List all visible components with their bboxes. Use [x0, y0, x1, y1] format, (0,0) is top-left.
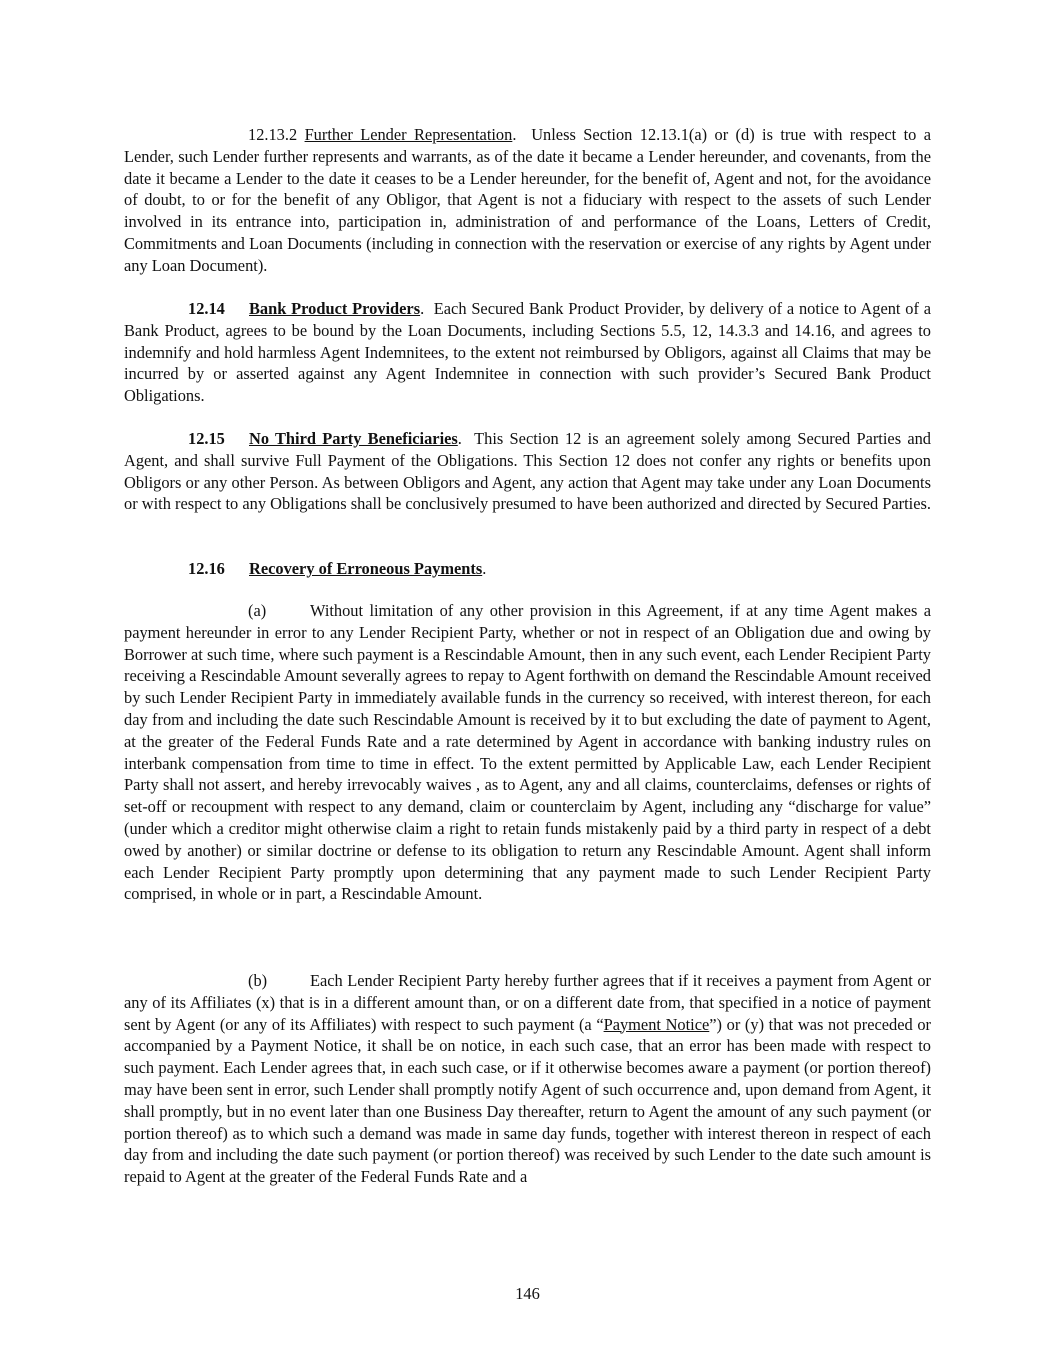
section-number: 12.15 [188, 429, 225, 448]
defined-term: Payment Notice [603, 1014, 710, 1034]
section-12-14: 12.14 Bank Product Providers. Each Secured Bank Product Provider, by delivery of a notice to Agent of a Bank Product, agrees to be bound by the Loan Documents, including Sections 5.5, 12, 14.3.3 and 14.16, and agrees to indemnify and hold harmless Agent Indemnitees, to the extent not reimbursed by Obligors, against all Claims that may be incurred by or asserted against any Agent Indemnitee in connection with such provider’s Secured Bank Product Obligations. [124, 299, 931, 406]
section-number: 12.16 [188, 559, 225, 578]
subsection-marker: (b) [248, 971, 268, 990]
section-number: 12.14 [188, 299, 225, 318]
page-number: 146 [515, 1284, 540, 1303]
section-12-16: 12.16 Recovery of Erroneous Payments. [188, 559, 487, 578]
section-number: 12.13.2 [248, 125, 298, 144]
subsection-a [124, 600, 931, 905]
subsection-body: Without limitation of any other provision in this Agreement, if at any time Agent makes a payment hereunder in error to any Lender Recipient Party, whether or not in respect of an Obligation due and owing by Borrower at such time, where such payment is a Rescindable Amount, then in any such event, each Lender Recipient Party receiving a Rescindable Amount severally agrees to repay to Agent forthwith on demand the Rescindable Amount received by such Lender Recipient Party in immediately available funds in the currency so received, with interest thereon, for each day from and including the date such Rescindable Amount is received by it to but excluding the date of payment to Agent, at the greater of the Federal Funds Rate and a rate determined by Agent in accordance with banking industry rules on interbank compensation from time to time in effect. To the extent permitted by Applicable Law, each Lender Recipient Party shall not assert, and hereby irrevocably waives , as to Agent, any and all claims, counterclaims, defenses or rights of set-off or recoupment with respect to any demand, claim or counterclaim by Agent, including any “discharge for value” (under which a creditor might otherwise claim a right to retain funds mistakenly paid by a third party in respect of a debt owed by another) or similar doctrine or defense to its obligation to return any Rescindable Amount. Agent shall inform each Lender Recipient Party promptly upon determining that any payment made to such Lender Recipient Party comprised, in whole or in part, a Rescindable Amount. [124, 601, 931, 904]
section-heading: Bank Product Providers [249, 299, 421, 318]
section-body: Unless Section 12.13.1(a) or (d) is true with respect to a Lender, such Lender further represents and warrants, as of the date it became a Lender hereunder, and covenants, from the date it became a Lender to the date it ceases to be a Lender hereunder, for the benefit of, Agent and not, for the avoidance of doubt, to or for the benefit of any Obligor, that Agent is not a fiduciary with respect to the assets of such Lender involved in its entrance into, participation in, administration of and performance of the Loans, Letters of Credit, Commitments and Loan Documents (including in connection with the reservation or exercise of any rights by Agent under any Loan Document). [124, 125, 931, 275]
section-body: This Section 12 is an agreement solely among Secured Parties and Agent, and shall survive Full Payment of the Obligations. This Section 12 does not confer any rights or benefits upon Obligors or any other Person. As between Obligors and Agent, any action that Agent may take under any Loan Documents or with respect to any Obligations shall be conclusively presumed to have been authorized and directed by Secured Parties. [124, 429, 932, 514]
section-12-15: 12.15 No Third Party Beneficiaries. This Section 12 is an agreement solely among Secured Parties and Agent, and shall survive Full Payment of the Obligations. This Section 12 does not confer any rights or benefits upon Obligors or any other Person. As between Obligors and Agent, any action that Agent may take under any Loan Documents or with respect to any Obligations shall be conclusively presumed to have been authorized and directed by Secured Parties. [124, 429, 932, 514]
subsection-b [124, 970, 931, 1188]
subsection-body-part-1: Each Lender Recipient Party hereby further agrees that if it receives a payment from Agent or any of its Affiliates (x) that is in a different amount than, or on a different date from, that specified in a notice of payment sent by Agent (or any of its Affiliates) with respect to such payment (a “ [124, 971, 931, 1034]
subsection-body-part-2: ”) or (y) that was not preceded or accompanied by a Payment Notice, it shall be on notice, in each such case, that an error has been made with respect to such payment. Each Lender agrees that, in each such case, or if it otherwise becomes aware a payment (or portion thereof) may have been sent in error, such Lender shall promptly notify Agent of such occurrence and, upon demand from Agent, it shall promptly, but in no event later than one Business Day thereafter, return to Agent the amount of any such payment (or portion thereof) as to which such a demand was made in same day funds, together with interest thereon in respect of each day from and including the date such payment (or portion thereof) was received by such Lender to the date such amount is repaid to Agent at the greater of the Federal Funds Rate and a [124, 1014, 931, 1187]
section-12-13-2: 12.13.2 Further Lender Representation. Unless Section 12.13.1(a) or (d) is true with respect to a Lender, such Lender further represents and warrants, as of the date it became a Lender hereunder, and covenants, from the date it became a Lender to the date it ceases to be a Lender hereunder, for the benefit of, Agent and not, for the avoidance of doubt, to or for the benefit of any Obligor, that Agent is not a fiduciary with respect to the assets of such Lender involved in its entrance into, participation in, administration of and performance of the Loans, Letters of Credit, Commitments and Loan Documents (including in connection with the reservation or exercise of any rights by Agent under any Loan Document). [124, 125, 931, 275]
section-body: Each Secured Bank Product Provider, by delivery of a notice to Agent of a Bank Product, agrees to be bound by the Loan Documents, including Sections 5.5, 12, 14.3.3 and 14.16, and agrees to indemnify and hold harmless Agent Indemnitees, to the extent not reimbursed by Obligors, against all Claims that may be incurred by or asserted against any Agent Indemnitee in connection with such provider’s Secured Bank Product Obligations. [124, 299, 931, 406]
section-heading: Recovery of Erroneous Payments [249, 559, 483, 578]
section-heading: No Third Party Beneficiaries [249, 429, 458, 448]
section-heading: Further Lender Representation [304, 125, 513, 144]
subsection-marker: (a) [248, 601, 267, 620]
